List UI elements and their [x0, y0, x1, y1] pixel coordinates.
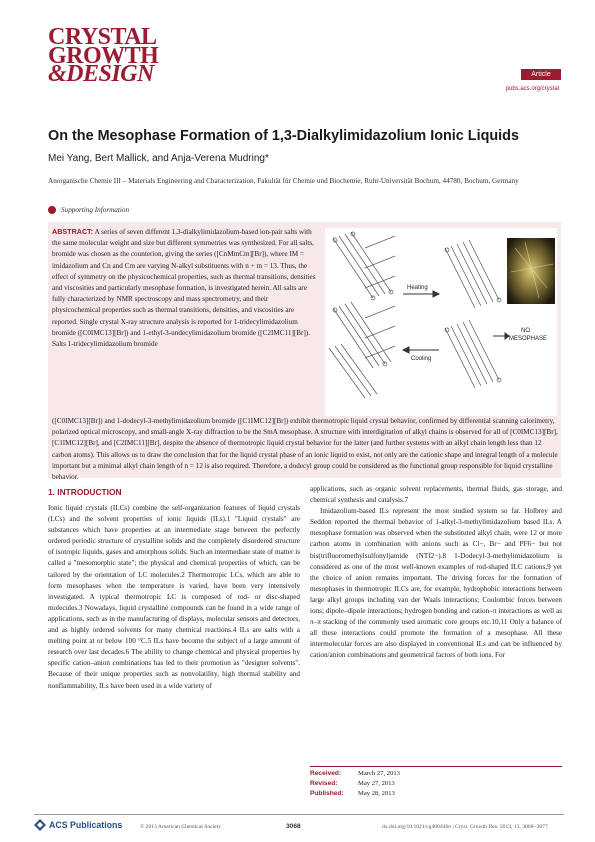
section-heading-introduction: 1. INTRODUCTION	[48, 487, 122, 497]
no-mesophase-arrow	[493, 333, 509, 339]
smectic-layers-drawing	[445, 240, 501, 388]
intro-paragraph-continued: applications, such as organic solvent replacements, thermal fluids, gas storage, and chemical synthesis and catalysis.7	[310, 485, 562, 505]
abstract-text-left: A series of seven different 1,3-dialkylimidazolium-based ion-pair salts with the same molecular weight and size but different symmetries was synthesized. For all salts, bromide was chosen as the counterion, giving the series ([CnMmCm][Br]), where IM = imidazolium and Cn and Cm are varying N-alkyl substituents with n + m = 13. Thus, the effect of symmetry on the physicochemical properties, such as thermal transitions, densities and viscosities and particularly mesophase formation, is investigated herein. All salts are fully characterized by NMR spectroscopy and mass spectrometry, and their physicochemical properties such as thermal transitions, densities, and viscosities are reported. Single crystal X-ray structure analysis is reported for 1-tridecylimidazolium bromide ([C0IMC13][Br]) and 1-ethyl-3-undecylimidazolium bromide ([C2IMC11][Br]). Salts 1-tridecylimidazolium bromide	[52, 228, 316, 349]
supporting-info-label: Supporting Information	[61, 206, 130, 214]
logo-line-3: &DESIGN	[48, 61, 154, 88]
abstract-label: ABSTRACT:	[52, 227, 94, 236]
published-date: May 28, 2013	[358, 790, 395, 797]
abstract-left-column	[52, 226, 318, 416]
supporting-info-icon	[48, 206, 56, 214]
heating-label: Heating	[407, 285, 428, 291]
abstract-full-width: ([C0IMC13][Br]) and 1-dodecyl-3-methylimidazolium bromide ([C1IMC12][Br]) exhibit thermotropic liquid crystal behavior, confirmed by differential scanning calorimetry, polarized optical microscopy, and small-angle X-ray diffraction to be the SmA mesophase. A structure with interdigitation of alkyl chains is observed for all of [C0IMC13][Br], [C1IMC12][Br], and [C2IMC11][Br], despite the absence of thermotropic liquid crystal behavior for the latter (and further systems with an alkyl chain length less than 12 carbon atoms). This allows us to draw the conclusion that for the liquid crystal phase of an ionic liquid to exist, not only are the cationic shape and integral length of a molecule important but a minimal alkyl chain length of n = 12 is also required. Therefore, a dodecyl group could be considered as the functional group responsible for liquid crystalline behavior.	[52, 417, 558, 482]
doi-citation-link[interactable]: dx.doi.org/10.1021/cg400446n | Cryst. Growth Des. 2013, 13, 3068−3077	[382, 824, 548, 830]
no-label: NO	[521, 328, 530, 334]
revised-date: May 27, 2013	[358, 780, 395, 787]
paper-title: On the Mesophase Formation of 1,3-Dialkylimidazolium Ionic Liquids	[48, 128, 519, 144]
publisher-name: ACS Publications	[49, 820, 123, 830]
article-type-badge: Article	[521, 69, 561, 80]
mesophase-label: MESOPHASE	[509, 336, 548, 342]
intro-paragraph-2: Imidazolium-based ILs represent the most studied system so far. Holbrey and Seddon reported the thermal behavior of 1-alkyl-3-methylimidazolium based ILs. A mesophase formation was observed when the substituted alkyl chain, were 12 or more carbon atoms in combination with anions such as Cl−, Br− and PF6− but not bis(trifluoromethylsulfonyl)amide (NTf2−).8 1-Dodecyl-3-methylimidazolium is considered as one of the most well-known examples of rod-shaped ILC cations,9 yet the choice of anion remains important. The driving forces for the formation of mesophases in thermotropic ILCs are, for example, hydrophobic interactions between large alkyl groups including van der Waals interactions; Coulombic forces between ions; dipole–dipole interactions; hydrogen bonding and cation–π interactions as well as π–π stacking of the commonly used aromatic core groups etc.10,11 Only a balance of all these interactions could promote the formation of a mesophase. All these intermolecular forces are also displayed in conventional ILs and can be influenced by cation/anion combinations and geometrical factors of both ions. For	[310, 507, 562, 660]
journal-url-link[interactable]: pubs.acs.org/crystal	[505, 86, 559, 92]
published-row: Published: May 28, 2013	[310, 790, 395, 797]
logo-line-2: GROWTH	[48, 42, 159, 69]
author-list: Mei Yang, Bert Mallick, and Anja-Verena Mudring*	[48, 153, 269, 164]
journal-logo	[48, 24, 159, 88]
received-date: March 27, 2013	[358, 770, 400, 777]
copyright: © 2013 American Chemical Society	[140, 824, 221, 830]
logo-line-1: CRYSTAL	[48, 24, 157, 50]
acs-publications-logo	[34, 819, 122, 831]
revised-row: Revised: May 27, 2013	[310, 780, 395, 787]
crystal-lattice-drawing	[329, 232, 395, 398]
supporting-information-link[interactable]	[48, 206, 129, 214]
affiliation: Anorganische Chemie III – Materials Engineering and Characterization, Fakultät für Chemie und Biochemie, Ruhr-Universität Bochum, 44780, Bochum, Germany	[48, 177, 519, 185]
acs-icon	[34, 819, 46, 831]
article-history	[310, 766, 562, 799]
right-column-text	[310, 484, 562, 662]
received-row: Received: March 27, 2013	[310, 770, 400, 777]
page-number: 3068	[286, 823, 301, 830]
toc-graphic	[325, 228, 557, 416]
left-column-text	[48, 503, 300, 692]
intro-paragraph-1: Ionic liquid crystals (ILCs) combine the self-organization features of liquid crystals (LCs) and the solvent properties of ionic liquids (ILs).1 "Liquid crystals" are substances which have properties at an intermediate stage between the perfectly ordered periodic structure of crystalline solids and the completely disordered structure of isotropic liquids, gases and amorphous solids. Such an intermediate state of matter is called a "mesomorphic state"; the physical and chemical properties of which, can be tailored by the orientation of LC molecules.2 Thermotropic LCs, which are able to form mesophases when the temperature is varied, have been very intensively investigated. A typical thermotropic LC is composed of rod- or disc-shaped molecules.3 Nowadays, liquid crystalline compounds can be found in a wide range of applications, such as in the manufacturing of displays, molecular sensors and detectors, and as highly ordered solvents for many chemical reactions.4 ILs are salts with a melting point at or below 100 °C.5 ILs have become the subject of a large amount of research over last decades.6 The ability to change chemical and physical properties by specific cation–anion combinations has led to their promotion as "designer solvents". Because of their unique properties such as nonvolatility, high thermal stability and nonflammability, ILs have been used in a wide variety of	[48, 504, 300, 690]
cooling-label: Cooling	[411, 356, 432, 362]
mesophase-scheme-figure	[325, 228, 557, 416]
transition-arrows	[403, 291, 439, 353]
